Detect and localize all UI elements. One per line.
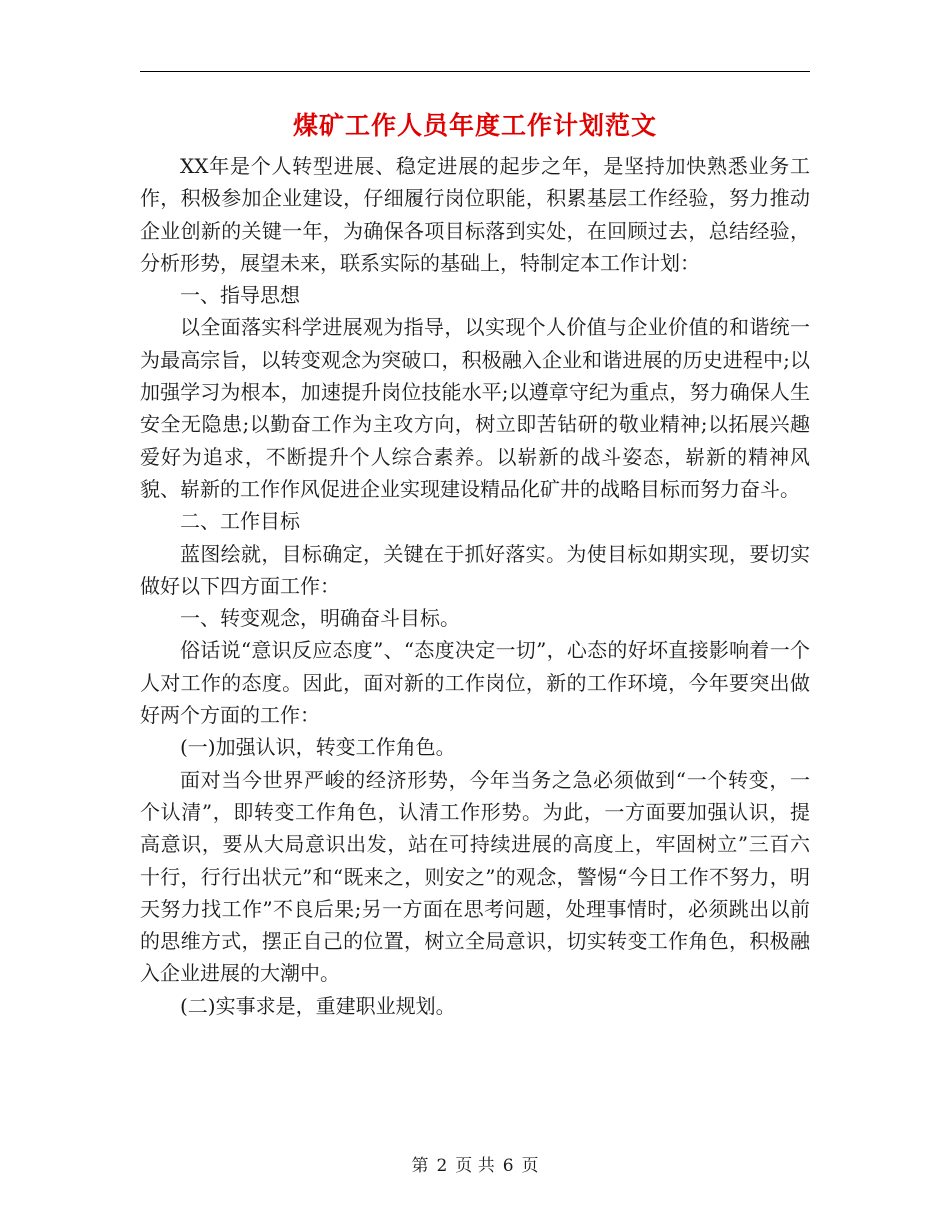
- heading-work-goals: 二、工作目标: [180, 509, 300, 534]
- header-rule: [140, 71, 810, 72]
- subheading-strengthen-awareness: (一)加强认识，转变工作角色。: [180, 735, 456, 760]
- document-body: [140, 150, 810, 1022]
- paragraph-change-concept: 俗话说“意识反应态度”、“态度决定一切”，心态的好坏直接影响着一个人对工作的态度。因此，面对新的工作岗位，新的工作环境，今年要突出做好两个方面的工作：: [140, 638, 810, 728]
- footer-middle: 页 共: [455, 1156, 495, 1176]
- paragraph-intro: XX年是个人转型进展、稳定进展的起步之年，是坚持加快熟悉业务工作，积极参加企业建设，仔细履行岗位职能，积累基层工作经验，努力推动企业创新的关键一年，为确保各项目标落到实处，在回顾过去，总结经验，分析形势，展望未来，联系实际的基础上，特制定本工作计划：: [140, 154, 810, 275]
- footer-prefix: 第: [411, 1156, 429, 1176]
- paragraph-strengthen-awareness: 面对当今世界严峻的经济形势，今年当务之急必须做到“一个转变，一个认清”，即转变工作角色，认清工作形势。为此，一方面要加强认识，提高意识，要从大局意识出发，站在可持续进展的高度上，牢固树立”三百六十行，行行出状元”和“既来之，则安之”的观念，警惕“今日工作不努力，明天努力找工作”不良后果;另一方面在思考问题，处理事情时，必须跳出以前的思维方式，摆正自己的位置，树立全局意识，切实转变工作角色，积极融入企业进展的大潮中。: [140, 767, 810, 986]
- footer-total-pages: 6: [502, 1156, 514, 1176]
- subheading-career-planning: (二)实事求是，重建职业规划。: [180, 993, 456, 1018]
- paragraph-guiding-ideology: 以全面落实科学进展观为指导，以实现个人价值与企业价值的和谐统一为最高宗旨，以转变观念为突破口，积极融入企业和谐进展的历史进程中;以加强学习为根本，加速提升岗位技能水平;以遵章守纪为重点，努力确保人生安全无隐患;以勤奋工作为主攻方向，树立即苦钻研的敬业精神;以拓展兴趣爱好为追求，不断提升个人综合素养。以崭新的战斗姿态，崭新的精神风貌、崭新的工作作风促进企业实现建设精品化矿井的战略目标而努力奋斗。: [140, 315, 810, 501]
- heading-change-concept: 一、转变观念，明确奋斗目标。: [180, 606, 460, 631]
- footer-current-page: 2: [436, 1156, 448, 1176]
- page-title: 煤矿工作人员年度工作计划范文: [292, 111, 657, 140]
- page-footer: [140, 1154, 810, 1178]
- footer-suffix: 页: [521, 1156, 539, 1176]
- heading-guiding-ideology: 一、指导思想: [180, 283, 300, 308]
- paragraph-work-goals: 蓝图绘就，目标确定，关键在于抓好落实。为使目标如期实现，要切实做好以下四方面工作：: [140, 541, 810, 598]
